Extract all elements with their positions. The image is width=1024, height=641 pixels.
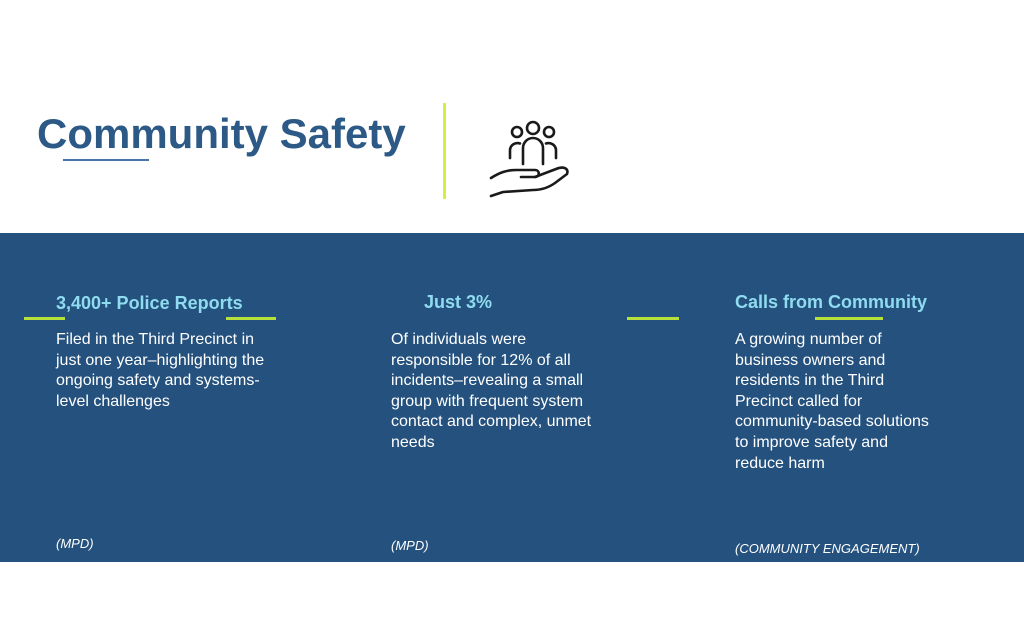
stat-source: (MPD) bbox=[391, 538, 429, 553]
stat-heading: Calls from Community bbox=[735, 292, 928, 312]
heading-accent-line bbox=[815, 317, 883, 320]
community-care-hand-icon bbox=[486, 117, 580, 199]
separator-accent-line bbox=[627, 317, 679, 320]
stat-description: A growing number of business owners and residents in the Third Precinct called for community-based solutions to improve safety and reduce harm bbox=[735, 331, 929, 472]
stat-source: (MPD) bbox=[56, 536, 94, 551]
stat-heading: 3,400+ Police Reports bbox=[56, 293, 243, 313]
heading-accent-line bbox=[24, 317, 65, 320]
stat-description: Filed in the Third Precinct in just one year–highlighting the ongoing safety and systems-level challenges bbox=[56, 331, 265, 410]
stats-band bbox=[0, 233, 1024, 562]
title-underline bbox=[63, 159, 149, 161]
heading-accent-line bbox=[226, 317, 276, 320]
stat-description: Of individuals were responsible for 12% of all incidents–revealing a small group with frequent system contact and complex, unmet needs bbox=[391, 331, 592, 451]
stat-source: (COMMUNITY ENGAGEMENT) bbox=[735, 541, 920, 556]
stat-heading: Just 3% bbox=[424, 292, 493, 312]
page-title: Community Safety bbox=[37, 110, 406, 157]
vertical-divider bbox=[443, 103, 446, 199]
